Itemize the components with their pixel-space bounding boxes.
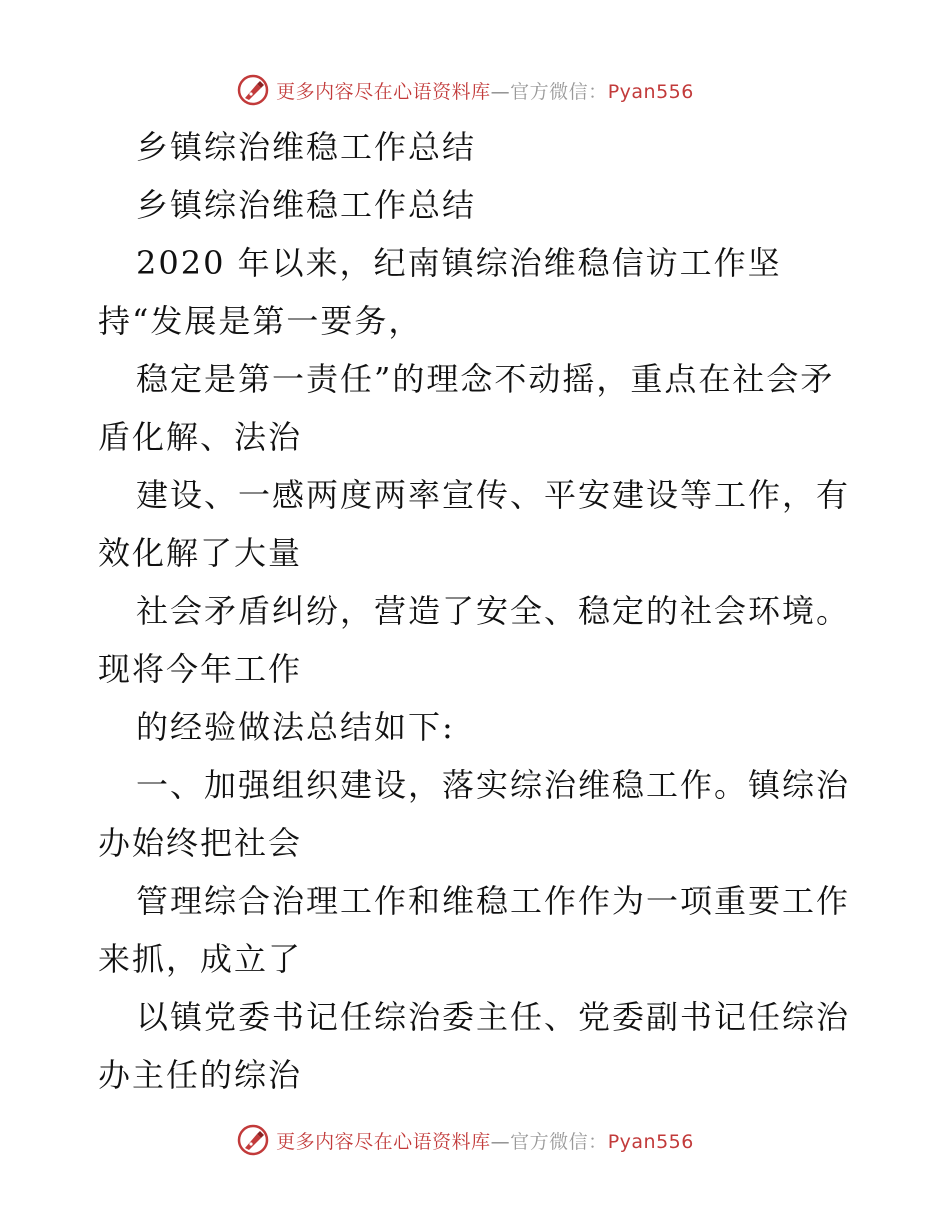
document-line: 建设、一感两度两率宣传、平安建设等工作，有: [136, 476, 851, 514]
watermark-site: 更多内容尽在心语资料库: [276, 80, 491, 103]
document-line: 社会矛盾纠纷，营造了安全、稳定的社会环境。: [136, 592, 851, 630]
watermark-text: [276, 1127, 694, 1154]
document-line: 办主任的综治: [98, 1056, 303, 1094]
watermark-group: [236, 1123, 694, 1157]
document-line: 乡镇综治维稳工作总结: [136, 128, 477, 166]
document-line: 稳定是第一责任”的理念不动摇，重点在社会矛: [136, 360, 835, 398]
watermark-account: Pyan556: [607, 1130, 694, 1153]
pen-nib-icon: [236, 73, 270, 107]
document-line: 盾化解、法治: [98, 418, 303, 456]
document-line: 现将今年工作: [98, 650, 303, 688]
document-line: 乡镇综治维稳工作总结: [136, 186, 477, 224]
document-line: 效化解了大量: [98, 534, 303, 572]
watermark-separator: —: [490, 80, 511, 103]
document-line: 管理综合治理工作和维稳工作作为一项重要工作: [136, 882, 851, 920]
document-line: 的经验做法总结如下:: [136, 708, 455, 746]
watermark-label: 官方微信：: [510, 1130, 608, 1153]
document-line: 一、加强组织建设，落实综治维稳工作。镇综治: [136, 766, 851, 804]
document-line: 办始终把社会: [98, 824, 303, 862]
watermark-label: 官方微信：: [510, 80, 608, 103]
document-line: 来抓，成立了: [98, 940, 303, 978]
watermark-site: 更多内容尽在心语资料库: [276, 1130, 491, 1153]
document-line: 以镇党委书记任综治委主任、党委副书记任综治: [136, 998, 851, 1036]
watermark-group: [236, 73, 694, 107]
watermark-text: [276, 77, 694, 104]
document-line: 2020 年以来，纪南镇综治维稳信访工作坚: [136, 244, 782, 282]
document-line: 持“发展是第一要务，: [98, 302, 423, 340]
footer-watermark: [0, 1120, 950, 1160]
document-body: [98, 118, 858, 1104]
watermark-account: Pyan556: [607, 80, 694, 103]
watermark-separator: —: [490, 1130, 511, 1153]
pen-nib-icon: [236, 1123, 270, 1157]
header-watermark: [0, 70, 950, 110]
